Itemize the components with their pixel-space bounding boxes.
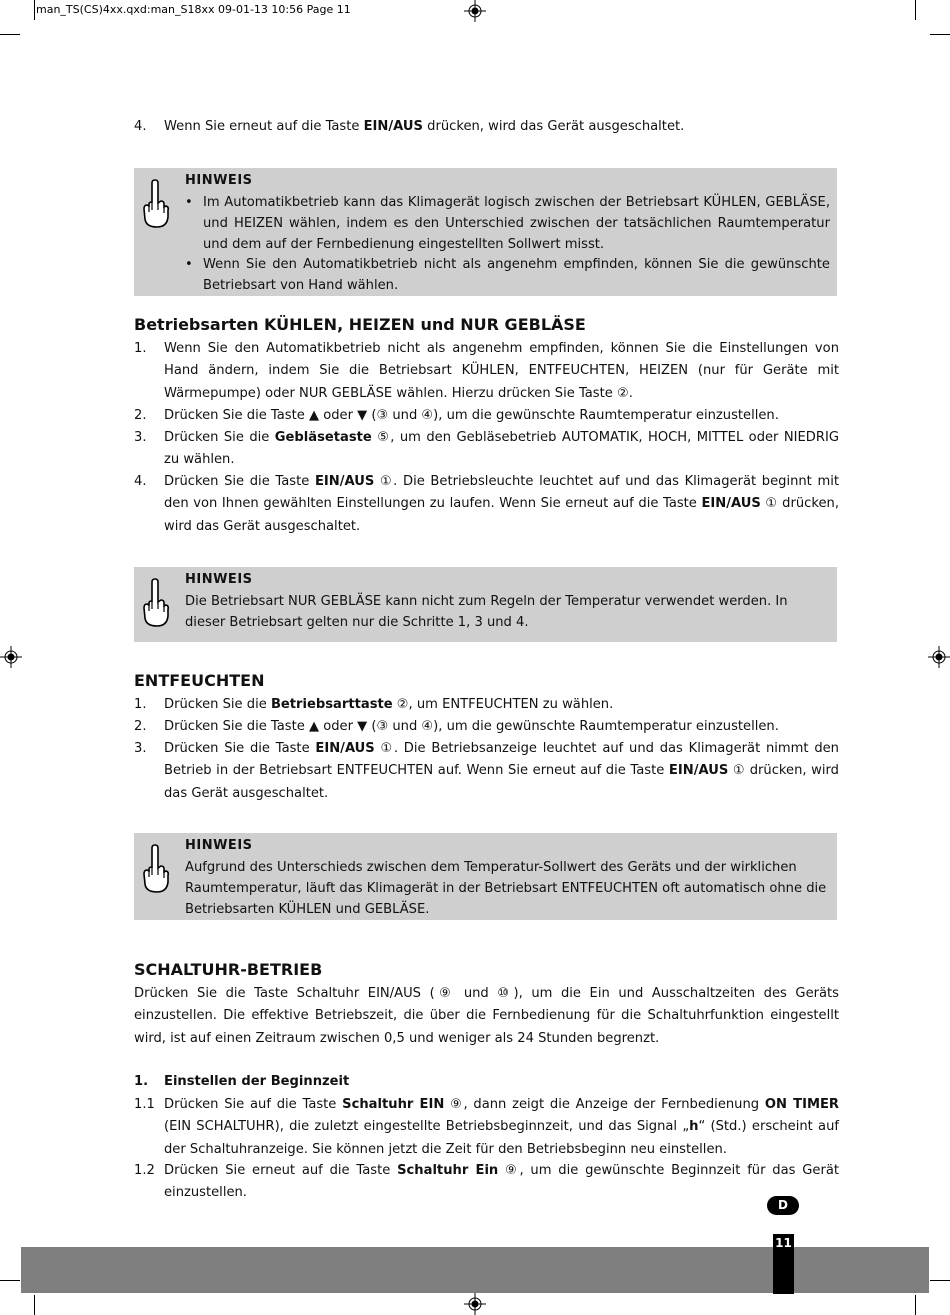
section-heading: ENTFEUCHTEN bbox=[134, 671, 265, 690]
crop-mark bbox=[915, 0, 916, 20]
intro-paragraph: Drücken Sie die Taste Schaltuhr EIN/AUS (⑨ und ⑩), um die Ein und Ausschaltzeiten des Geräts einzustellen. Die effektive Betriebszeit, die über die Fernbedienung für die Schaltuhrfunktion eingestellt wird, ist auf einen Zeitraum zwischen 0,5 und weniger als 24 Stunden begrenzt. bbox=[134, 986, 839, 1046]
list-item: 3. Drücken Sie die Gebläsetaste ⑤, um den Gebläsebetrieb AUTOMATIK, HOCH, MITTEL oder NIEDRIG zu wählen. bbox=[134, 430, 840, 468]
page-number: 11 bbox=[775, 1236, 792, 1250]
note-title: HINWEIS bbox=[185, 838, 253, 853]
crop-mark bbox=[34, 0, 35, 20]
crop-mark bbox=[0, 34, 20, 35]
sub-heading: 1. Einstellen der Beginnzeit bbox=[134, 1074, 350, 1089]
note-body: Aufgrund des Unterschieds zwischen dem Temperatur-Sollwert des Geräts und der wirklichen Raumtemperatur, läuft das Klimagerät in der Betriebsart ENTFEUCHTEN oft automatisch ohne die Betriebsarten KÜHLEN und GEBLÄSE. bbox=[185, 860, 827, 917]
list-item: 2. Drücken Sie die Taste ▲ oder ▼ (③ und ④), um die gewünschte Raumtemperatur einzustellen. bbox=[134, 719, 779, 734]
crop-mark bbox=[930, 34, 950, 35]
crop-mark bbox=[0, 1280, 20, 1281]
registration-mark-icon bbox=[0, 646, 22, 668]
note-bullet: • Im Automatikbetrieb kann das Klimagerät logisch zwischen der Betriebsart KÜHLEN, GEBLÄSE, und HEIZEN wählen, indem es den Unterschied zwischen der tatsächlichen Raumtemperatur und dem auf der Fernbedienung eingestellten Sollwert misst. bbox=[185, 193, 830, 255]
registration-mark-icon bbox=[464, 1293, 486, 1315]
section-heading: Betriebsarten KÜHLEN, HEIZEN und NUR GEBLÄSE bbox=[134, 315, 586, 334]
note-box bbox=[134, 567, 837, 642]
list-item: 1. Wenn Sie den Automatikbetrieb nicht als angenehm empfinden, können Sie die Einstellungen von Hand ändern, indem Sie die Betriebsart KÜHLEN, ENTFEUCHTEN, HEIZEN (nur für Geräte mit Wärmepumpe) oder NUR GEBLÄSE wählen. Hierzu drücken Sie Taste ②. bbox=[134, 341, 839, 401]
list-item: 4. Drücken Sie die Taste EIN/AUS ①. Die Betriebsleuchte leuchtet auf und das Klimagerät beginnt mit den von Ihnen gewählten Einstellungen zu laufen. Wenn Sie erneut auf die Taste EIN/AUS ① drücken, wird das Gerät ausgeschaltet. bbox=[134, 474, 839, 534]
note-body bbox=[185, 193, 830, 297]
list-item: 1.2 Drücken Sie erneut auf die Taste Schaltuhr Ein ⑨, um die gewünschte Beginnzeit für das Gerät einzustellen. bbox=[134, 1163, 840, 1201]
note-box bbox=[134, 168, 837, 296]
registration-mark-icon bbox=[928, 646, 950, 668]
note-bullet: • Wenn Sie den Automatikbetrieb nicht als angenehm empfinden, können Sie die gewünschte Betriebsart von Hand wählen. bbox=[185, 255, 830, 297]
note-box bbox=[134, 833, 837, 920]
crop-mark bbox=[34, 1295, 35, 1315]
pointing-hand-icon bbox=[140, 177, 170, 229]
note-title: HINWEIS bbox=[185, 173, 253, 188]
crop-mark bbox=[930, 1280, 950, 1281]
top-list-item: 4. Wenn Sie erneut auf die Taste EIN/AUS drücken, wird das Gerät ausgeschaltet. bbox=[134, 116, 839, 138]
language-badge: D bbox=[767, 1196, 799, 1215]
note-title: HINWEIS bbox=[185, 572, 253, 587]
list-item: 3. Drücken Sie die Taste EIN/AUS ①. Die Betriebsanzeige leuchtet auf und das Klimagerät nimmt den Betrieb in der Betriebsart ENTFEUCHTEN auf. Wenn Sie erneut auf die Taste EIN/AUS ① drücken, wird das Gerät ausgeschaltet. bbox=[134, 741, 839, 801]
registration-mark-icon bbox=[464, 0, 486, 22]
pointing-hand-icon bbox=[140, 842, 170, 894]
print-slug: man_TS(CS)4xx.qxd:man_S18xx 09-01-13 10:56 Page 11 bbox=[36, 3, 351, 16]
list-item: 2. Drücken Sie die Taste ▲ oder ▼ (③ und ④), um die gewünschte Raumtemperatur einzustellen. bbox=[134, 408, 779, 423]
pointing-hand-icon bbox=[140, 576, 170, 628]
note-body: Die Betriebsart NUR GEBLÄSE kann nicht zum Regeln der Temperatur verwendet werden. In dieser Betriebsart gelten nur die Schritte 1, 3 und 4. bbox=[185, 594, 788, 630]
section-heading: SCHALTUHR-BETRIEB bbox=[134, 960, 323, 979]
crop-mark bbox=[915, 1295, 916, 1315]
list-item: 1.1 Drücken Sie auf die Taste Schaltuhr EIN ⑨, dann zeigt die Anzeige der Fernbedienung ON TIMER (EIN SCHALTUHR), die zuletzt eingestellte Betriebsbeginnzeit, und das Signal „h“ (Std.) erscheint auf der Schaltuhranzeige. Sie können jetzt die Zeit für den Betriebsbeginn neu einstellen. bbox=[134, 1097, 840, 1157]
list-item: 1. Drücken Sie die Betriebsarttaste ②, um ENTFEUCHTEN zu wählen. bbox=[134, 697, 614, 712]
top-item-text: Wenn Sie erneut auf die Taste EIN/AUS drücken, wird das Gerät ausgeschaltet. bbox=[164, 119, 685, 134]
